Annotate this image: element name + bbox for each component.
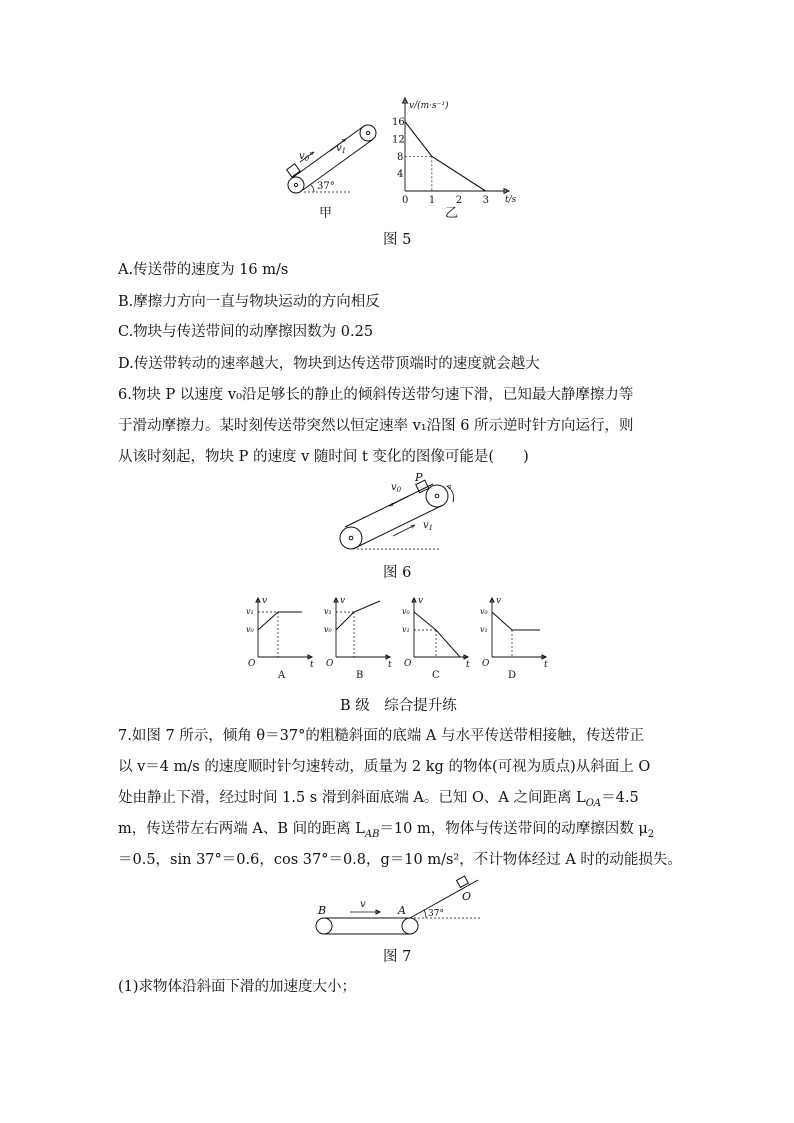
q7-line1: 7.如图 7 所示，倾角 θ＝37°的粗糙斜面的底端 A 与水平传送带相接触，传送带正: [118, 728, 645, 744]
svg-text:O: O: [404, 659, 412, 669]
option-c: C.物块与传送带间的动摩擦因数为 0.25: [118, 324, 374, 340]
figure5-belt-diagram: [280, 118, 390, 218]
svg-text:B: B: [318, 904, 327, 917]
block: [287, 164, 300, 177]
svg-text:v₀: v₀: [480, 607, 488, 616]
svg-text:A: A: [278, 670, 286, 681]
svg-text:O: O: [462, 890, 472, 903]
svg-text:v₀: v₀: [324, 625, 332, 634]
figure7-diagram: [310, 874, 490, 940]
svg-text:D: D: [508, 670, 517, 681]
svg-text:v₁: v₁: [324, 607, 332, 616]
svg-text:O: O: [482, 659, 490, 669]
svg-text:v1: $v_1$: [423, 520, 434, 532]
pulley-b: [316, 918, 332, 934]
svg-text:B: B: [356, 670, 364, 681]
pulley-a: [402, 918, 418, 934]
svg-text:O: O: [248, 659, 256, 669]
q6-line1: 6.物块 P 以速度 v₀沿足够长的静止的倾斜传送带匀速下滑，已知最大静摩擦力等: [118, 387, 634, 403]
x-axis-label: t/s: [505, 195, 517, 205]
option-graphs: [240, 592, 560, 684]
x-tick-label: 2: [455, 195, 463, 206]
svg-text:t: t: [466, 660, 470, 670]
svg-text:C: C: [432, 670, 440, 681]
y-tick-label: 12: [392, 134, 405, 146]
svg-text:v: v: [418, 596, 424, 606]
x-tick-label: 3: [482, 195, 489, 206]
belt-angle-label: 37°: [317, 181, 335, 192]
x-tick-label: 1: [428, 195, 436, 206]
pulley-bottom: [340, 527, 362, 549]
figure6-caption: 图 6: [383, 565, 412, 581]
graph-a: [246, 596, 314, 681]
svg-text:v: v: [360, 899, 366, 910]
option-a: A.传送带的速度为 16 m/s: [118, 262, 289, 278]
svg-text:t: t: [388, 660, 392, 670]
svg-text:t: t: [310, 660, 314, 670]
figure5-yi-label: 乙: [445, 206, 459, 221]
figure5-caption: 图 5: [383, 232, 412, 248]
pulley-top: [360, 125, 376, 141]
figure6-belt-diagram: [335, 472, 475, 554]
svg-text:v: v: [262, 596, 268, 606]
y-axis-label: v/(m·s⁻¹): [409, 101, 449, 111]
q7-line3: 处由静止下滑，经过时间 1.5 s 滑到斜面底端 A。已知 O、A 之间距离 $L_{OA}=4.5$: [118, 790, 639, 809]
option-d: D.传送带转动的速率越大，物块到达传送带顶端时的速度就会越大: [118, 356, 540, 372]
q7-sub1: (1)求物体沿斜面下滑的加速度大小；: [118, 979, 357, 995]
svg-text:v₁: v₁: [480, 625, 488, 634]
svg-text:v0: $v_0$: [391, 482, 402, 494]
svg-text:O: O: [326, 659, 334, 669]
graph-d: [480, 596, 548, 681]
figure7-caption: 图 7: [383, 949, 412, 965]
x-tick-label: 0: [402, 195, 409, 206]
graph-b: [324, 596, 392, 681]
figure5-jia-label: 甲: [319, 206, 333, 221]
svg-text:v: v: [340, 596, 346, 606]
q7-line4: m，传送带左右两端 A、B 间的距离 $L_{AB}=10$ m，物体与传送带间的动摩擦因数 $\mu_2$: [118, 821, 655, 840]
svg-text:v₀: v₀: [402, 607, 410, 616]
svg-text:A: A: [398, 904, 406, 917]
y-tick-label: 8: [397, 151, 404, 163]
y-tick-label: 16: [392, 117, 405, 129]
svg-text:v1: $v_1$: [336, 143, 347, 155]
pulley-top: [426, 485, 448, 507]
svg-text:P: P: [415, 472, 423, 484]
svg-text:t: t: [544, 660, 548, 670]
svg-text:37°: 37°: [428, 909, 444, 919]
svg-text:v: v: [496, 596, 502, 606]
block: [457, 876, 469, 887]
graph-c: [402, 596, 470, 681]
q6-line3: 从该时刻起，物块 P 的速度 v 随时间 t 变化的图像可能是( ): [118, 449, 529, 465]
svg-text:v₀: v₀: [246, 625, 254, 634]
q7-line2: 以 v＝4 m/s 的速度顺时针匀速转动，质量为 2 kg 的物体(可视为质点)从斜面上 O: [118, 759, 651, 775]
svg-text:v₁: v₁: [402, 625, 410, 634]
svg-text:v0: $v_0$: [299, 151, 310, 163]
q7-line5: ＝0.5，sin 37°＝0.6，cos 37°＝0.8，g＝10 m/s²，不计物体经过 A 时的动能损失。: [118, 852, 682, 868]
figure5-vt-chart: [385, 96, 525, 206]
option-b: B.摩擦力方向一直与物块运动的方向相反: [118, 294, 380, 310]
svg-text:v₁: v₁: [246, 607, 254, 616]
section-title: B 级 综合提升练: [340, 698, 457, 714]
q6-line2: 于滑动摩擦力。某时刻传送带突然以恒定速率 v₁沿图 6 所示逆时针方向运行，则: [118, 418, 634, 434]
y-tick-label: 4: [397, 169, 404, 181]
pulley-bottom: [288, 177, 304, 193]
